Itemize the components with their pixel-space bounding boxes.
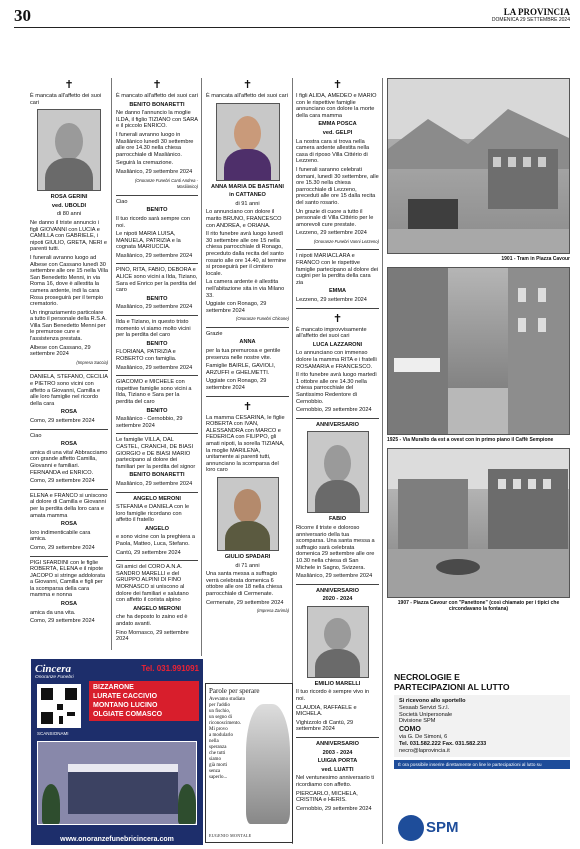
necro-title: NECROLOGIE E (394, 672, 460, 682)
historic-photo (387, 448, 570, 598)
condolence-text: DANIELA, STEFANO, CECILIA e PIETRO sono vicini con affetto a Giovanni, Camilla e alle loro famiglie nel ricordo della cara (30, 374, 108, 407)
deceased-name: LUIGIA PORTA (317, 758, 358, 765)
condolence-text: Ciao (116, 198, 128, 205)
condolence-text: PIGI SFARDINI con le figlie ROBERTA, ELENA e il nipote JACOPO si stringe addolorata a Giovanni, Camilla e figli per la scomparsa della cara mamma e nonna (30, 559, 105, 599)
column-2 (116, 78, 198, 645)
condolence-text: Ciao (30, 432, 42, 439)
necro-contact (394, 695, 570, 757)
condolence-text: Gli amici del CORO A.N.A. SANDRO MARELLI e del GRUPPO ALPINI DI FINO MORNASCO si uniscono al dolore dei familiari e salutano con affetto il corista alpino (116, 564, 189, 604)
anniversary-years: 2020 - 2024 (322, 596, 353, 603)
obituary-date: Lezzeno, 29 settembre 2024 (296, 230, 367, 237)
funeral-home: (Impresa Zarimà) (256, 608, 289, 614)
ad-website-link[interactable]: www.onoranzefunebricincera.com (60, 836, 174, 843)
deceased-age: di 91 anni (235, 200, 260, 207)
obituary-text: Lo annunciano con dolore il marito BRUNO, FRANCESCO con ANDREA, e ORIANA. (206, 209, 282, 229)
obituary-text: Un grazie di cuore a tutto il personale di Villa Cittério per le amorevoli cure prestate. (296, 208, 374, 228)
column-3 (206, 78, 289, 615)
obituary-date: Uggiate con Ronago, 29 settembre 2024 (206, 301, 267, 314)
condolence-name: BENITO BONARETTI (129, 472, 185, 479)
condolence-text: per la tua premurosa e gentile presenza nelle nostre vite. (206, 348, 281, 361)
page-header (14, 6, 570, 28)
condolence-name: BENITO (146, 340, 168, 347)
anniversary-heading: ANNIVERSARIO (316, 741, 359, 748)
issue-date: DOMENICA 29 SETTEMBRE 2024 (491, 17, 570, 23)
condolence-date: Masliànico, 29 settembre 2024 (116, 480, 193, 487)
deceased-name-2: in CATTANEO (229, 192, 266, 199)
condolence-text: e sono vicine con la preghiera a Paola, Matteo, Luca, Stefano. (116, 534, 195, 548)
cross-icon: ✝ (64, 78, 74, 91)
ad-location: LURATE CACCIVIO (93, 693, 158, 700)
poem-line: un segno di (209, 715, 233, 720)
anniversary-text: PIERCARLO, MICHELA, CRISTINA e HERIS. (296, 790, 358, 804)
column-4 (296, 78, 379, 814)
condolence-date: Lezzeno, 29 settembre 2024 (296, 297, 367, 304)
condolence-text: PINO, RITA, FABIO, DEBORA e ALICE sono vicini a Ilda, Tiziano, Sara ed Enrico per la perdita del caro (116, 267, 198, 294)
poem-line: saperlo... (209, 775, 228, 780)
obituary-text: Seguirà la cremazione. (116, 160, 174, 167)
condolence-name: BENITO (146, 407, 168, 414)
poem-title: Parole per sperare (209, 687, 260, 695)
condolence-text: FLORIANA, PATRIZIA e ROBERTO con famiglia. (116, 349, 177, 362)
condolence-text: ELENA e FRANCO si uniscono al dolore di Camilla e Giovanni per la perdita della loro cara e amata mamma (30, 492, 108, 519)
anniversary-text: Ricorre il triste e doloroso anniversario della tua scomparsa. Una santa messa a suffragio sarà celebrata domenica 29 settembre alle ore 10.30 nella chiesa di San Michele in Sagno, Svizzera. (296, 524, 375, 571)
photo-caption: 1907 - Piazza Cavour con "Panettone" (così chiamato per i tipici che circondavano la fontana) (397, 600, 560, 612)
deceased-name: FABIO (328, 516, 347, 523)
poem-author: EUGENIO MONTALE (209, 833, 252, 838)
obituary-intro: È mancata all'affetto dei suoi cari (30, 93, 102, 106)
anniversary-text: Il tuo ricordo è sempre vivo in noi. (296, 689, 370, 703)
deceased-name: EMMA POSCA (318, 121, 357, 128)
necro-line: Società Unipersonale (399, 711, 453, 718)
condolence-date: Masliànico, 29 settembre 2024 (116, 364, 193, 371)
necro-email-link[interactable]: necro@laprovincia.it (399, 747, 450, 754)
necro-online-banner: È ora possibile inserire direttamente on line le partecipazioni al lutto su (394, 760, 570, 769)
anniversary-date: Vighizzolo di Cantù, 29 settembre 2024 (296, 719, 354, 733)
cross-icon: ✝ (242, 78, 253, 91)
cross-icon: ✝ (242, 399, 253, 413)
obituary-date: Albese con Cassano, 29 settembre 2024 (30, 344, 91, 358)
condolence-name: ANGELO MERONI (133, 605, 181, 612)
poem-box (205, 683, 293, 843)
column-1 (30, 78, 108, 627)
photo-caption: 1901 - Tram in Piazza Cavour (501, 256, 570, 262)
obituary-date: Masliànico, 29 settembre 2024 (116, 168, 193, 175)
deceased-name-2: ved. UBOLDI (51, 202, 87, 209)
cross-icon: ✝ (332, 311, 343, 325)
necro-city: COMO (399, 726, 421, 734)
portrait-photo (217, 477, 279, 551)
condolence-text: Il tuo ricordo sarà sempre con noi. (116, 215, 190, 229)
poem-line: già morti (209, 763, 228, 768)
ad-locations (89, 681, 199, 721)
historic-photos-column (387, 78, 570, 617)
obituary-text: La camera ardente è allestita nell'abitazione sita in via Milano 33. (206, 279, 285, 299)
necro-line: Sesaab Servizi S.r.l. (399, 704, 450, 711)
cross-icon: ✝ (152, 78, 162, 91)
obituary-text: I funerali avranno luogo ad Albese con Cassano lunedì 30 settembre alle ore 15 nella Villa San Benedetto Menni, in via Roma 16, dove è allestita la camera ardente, indi la cara Rosa proseguirà per il tempio crematorio. (30, 254, 108, 308)
condolence-date: Masliànico, 29 settembre 2024 (116, 252, 193, 259)
qr-code-icon[interactable] (37, 684, 81, 728)
deceased-age: di 80 anni (56, 211, 82, 218)
condolence-text: GIACOMO e MICHELE con rispettive famiglie sono vicini a Ilda, Tiziano e Sara per la perdita del caro (116, 379, 192, 405)
portrait-photo (37, 109, 101, 191)
obituary-intro: È mancato all'affetto dei suoi cari (116, 93, 198, 99)
anniversary-date: Cernobbio, 29 settembre 2024 (296, 805, 372, 812)
anniversary-text: CLAUDIA, RAFFAELE e MICHELA. (296, 704, 357, 718)
condolence-date: Como, 29 settembre 2024 (30, 478, 95, 485)
spm-logo (398, 815, 458, 841)
condolence-text: amica da una vita. (30, 609, 76, 616)
necrology-info-box (394, 672, 570, 845)
condolence-name: BENITO (146, 207, 168, 214)
photo-street-illustration (388, 268, 570, 435)
ad-building-photo (37, 741, 197, 825)
condolence-text: che ha deposto lo zaino ed è andato avanti. (116, 614, 188, 627)
poem-line: siamo (209, 757, 221, 762)
poem-line: che tutti (209, 751, 226, 756)
condolence-name: ROSA (60, 441, 78, 448)
deceased-name: ROSA GERINI (50, 194, 88, 201)
page-number: 30 (14, 6, 31, 25)
deceased-name: EMILIO MARELLI (314, 680, 361, 687)
funeral-home-ad[interactable] (31, 659, 203, 845)
obituary-text: Ne danno il triste annuncio i figli GIOVANNI con LUCIA e CAMILLA con GABRIELE, i nipoti GIULIO, GRETA, NERI e parenti tutti. (30, 219, 107, 253)
condolence-date: Como, 29 settembre 2024 (30, 418, 95, 424)
obituary-text: Ne danno l'annuncio la moglie ILDA, il figlio TIZIANO con SARA e il piccolo ENRICO. (116, 110, 198, 130)
poem-line: a modularlo (209, 733, 234, 738)
ad-location: MONTANO LUCINO (93, 702, 158, 709)
obituary-text: Il rito funebre avrà luogo martedì 1 ottobre alle ore 14.30 nella chiesa parrocchiale del Santissimo Redentore di Cernobbio. (296, 372, 377, 405)
spm-brand: SPM (426, 819, 459, 836)
column-divider (382, 78, 383, 844)
poem-line: riconoscimento. (209, 721, 242, 726)
condolence-date: Cantù, 29 settembre 2024 (116, 549, 181, 556)
cross-icon: ✝ (332, 78, 343, 91)
condolence-text: amica di una vita! Abbracciamo con grande affetto Camilla, Giovanni e familiari. FERNANDA ed ENRICO. (30, 449, 108, 476)
funeral-home: (Onoranze Funebri Vanni Lezzeno) (313, 238, 379, 244)
ad-logo: Cincera (35, 663, 72, 675)
poem-line: Avevamo studiato (209, 697, 246, 702)
anniversary-heading: ANNIVERSARIO (316, 587, 359, 594)
newspaper-brand: LA PROVINCIA (503, 7, 570, 17)
condolence-text: loro indimenticabile cara amica. (30, 529, 91, 543)
photo-caption: 1925 - Via Muralto da est a ovest con in primo piano il Caffè Sempione (387, 437, 554, 443)
condolence-name: ANNA (239, 339, 256, 346)
poem-line: nella (209, 739, 219, 744)
deceased-name-2: ved. LUATTI (321, 766, 354, 773)
condolence-name: BENITO (146, 295, 168, 302)
portrait-photo (307, 606, 369, 678)
necro-address: via G. De Simoni, 6 (399, 733, 448, 740)
condolence-date: Masliànico - Cernobbio, 29 settembre 2024 (116, 416, 183, 429)
scan-label: SCANSIONAMI (37, 731, 69, 736)
deceased-name: ANNA MARIA DE BASTIANI (211, 183, 284, 190)
condolence-text: Ilda e Tiziano, in questo tristo momento vi siamo molto vicini per la perdita del caro (116, 319, 191, 339)
deceased-age: di 71 anni (235, 562, 260, 569)
condolence-date: Masliànico, 29 settembre 2024 (116, 304, 193, 311)
condolence-text: Le nipoti MARIA LUISA, MANUELA, PATRIZIA e la cognata MARIUCCIA. (116, 231, 181, 251)
obituary-date: Cermenate, 29 settembre 2024 (206, 599, 284, 606)
ad-location: OLGIATE COMASCO (93, 711, 163, 718)
anniversary-text: Nel ventunesimo anniversario ti ricordiamo con affetto. (296, 775, 375, 788)
poem-line: un fischio, (209, 709, 231, 714)
deceased-name: LUCA LAZZARONI (312, 341, 363, 348)
portrait-photo (307, 431, 369, 513)
obituary-text: Il rito funebre avrà luogo lunedì 30 settembre alle ore 15 nella chiesa parrocchiale di Ronago, preceduto dalla recita del santo rosario alle ore 14.40, al termine si proseguirà per il cimitero locale. (206, 231, 287, 277)
poem-line: per l'addio (209, 703, 231, 708)
column-divider (111, 78, 112, 650)
funeral-home: (Impresa Saccia) (76, 359, 108, 365)
obituary-text: I figli ALIDA, AMEDEO e MARIO con le rispettive famiglie annunciano con dolore la morte della cara mamma (296, 93, 377, 119)
ad-location: BIZZARONE (93, 684, 134, 691)
poem-line: speranza (209, 745, 227, 750)
condolence-date: Como, 29 settembre 2024 (30, 618, 95, 625)
photo-tram-illustration (388, 79, 570, 254)
anniversary-date: Masliànico, 29 settembre 2024 (296, 573, 373, 580)
obituary-text: La nostra cara si trova nella camera ardente allestita nella casa di riposo Villa Cittério di Lezzeno. (296, 138, 370, 165)
portrait-photo (216, 103, 280, 181)
condolence-text: Le famiglie VILLA, DAL CASTEL, CRANCHI, DE BIASI GIORGIO e DE BIASI MARIO partecipano al dolore dei familiari per la perdita del signor (116, 437, 196, 470)
condolence-date: Como, 29 settembre 2024 (30, 544, 95, 551)
condolence-name: EMMA (328, 288, 347, 295)
deceased-name: GIULIO SPADARI (224, 553, 271, 560)
poem-line: senza (209, 769, 221, 774)
condolence-date: Uggiate con Ronago, 29 settembre 2024 (206, 378, 267, 392)
photo-square-illustration (388, 449, 570, 598)
obituary-text: I funerali saranno celebrati domani, lunedì 30 settembre, alle ore 15.30 nella chiesa parrocchiale di Lezzeno, preceduti alle ore 15 dalla recita del santo rosario. (296, 166, 379, 206)
obituary-intro: È mancato improvvisamente all'affetto dei suoi cari (296, 326, 367, 340)
funeral-home: (Onoranze Funebri Chicone) (235, 316, 289, 322)
funeral-home: (Onoranze Funebri Canti Andrea - Masliànico) (134, 177, 198, 190)
section-heading: ANGELO MERONI (133, 495, 181, 502)
historic-photo (387, 78, 570, 254)
deceased-name-2: ved. GELPI (322, 129, 353, 136)
condolence-text: STEFANIA e DANIELA con le loro famiglie ricordano con affetto il fratello (116, 504, 190, 524)
obituary-text: Una santa messa a suffragio verrà celebrata domenica 6 ottobre alle ore 18 nella chiesa parrocchiale di Cermenate. (206, 571, 283, 597)
statue-image (246, 704, 290, 824)
historic-photo (387, 267, 570, 435)
anniversary-years: 2003 - 2024 (322, 749, 353, 756)
deceased-name: BENITO BONARETTI (129, 101, 185, 108)
condolence-name: ROSA (60, 409, 78, 416)
obituary-text: La mamma CESARINA, le figlie ROBERTA con IVAN, ALESSANDRA con MARCO e FEDERICA con FILIPPO, gli amati nipoti, la sorella TIZIANA, la moglie MARILENA, unitamente ai parenti tutti, annunciano la scomparsa del loro caro (206, 414, 285, 474)
condolence-name: ROSA (60, 521, 78, 528)
column-divider (201, 78, 202, 656)
necro-line: Si ricevono allo sportello (399, 698, 466, 704)
condolence-name: ROSA (60, 601, 78, 608)
poem-line: Mi provo (209, 727, 228, 732)
necro-title-2: PARTECIPAZIONI AL LUTTO (394, 682, 510, 692)
obituary-text: Lo annunciano con immenso dolore la mamma RITA e i fratelli ROSAMARIA e FRANCESCO. (296, 350, 377, 370)
condolence-name: ANGELO (145, 525, 169, 532)
obituary-date: Cernobbio, 29 settembre 2024 (296, 407, 372, 414)
anniversary-heading: ANNIVERSARIO (316, 421, 359, 428)
condolence-text: Famiglie BAIRLE, GAVIOLI, ARZUFFI e GHELMETTI. (206, 363, 276, 376)
obituary-text: I funerali avranno luogo in Masliànico lunedì 30 settembre alle ore 14.30 nella chiesa parrocchiale di Masliànico. (116, 131, 194, 158)
ad-subtitle: Onoranze Funebri (35, 675, 74, 680)
condolence-text: Grazie (206, 330, 223, 337)
condolence-date: Fino Mornasco, 29 settembre 2024 (116, 629, 189, 643)
ad-phone: Tel. 031.991091 (141, 664, 199, 673)
necro-line: Divisione SPM (399, 718, 436, 725)
necro-phone: Tel. 031.582.222 Fax. 031.582.233 (399, 740, 487, 747)
condolence-text: I nipoti MARIACLARA e FRANCO con le rispettive famiglie partecipano al dolore dei cugini per la perdita della cara zia (296, 253, 379, 286)
obituary-intro: È mancata all'affetto dei suoi cari (206, 93, 288, 99)
obituary-text: Un ringraziamento particolare a tutto il personale della R.S.A. Villa San Benedetto Menni per le premurose cure e l'assistenza prestata. (30, 309, 107, 343)
